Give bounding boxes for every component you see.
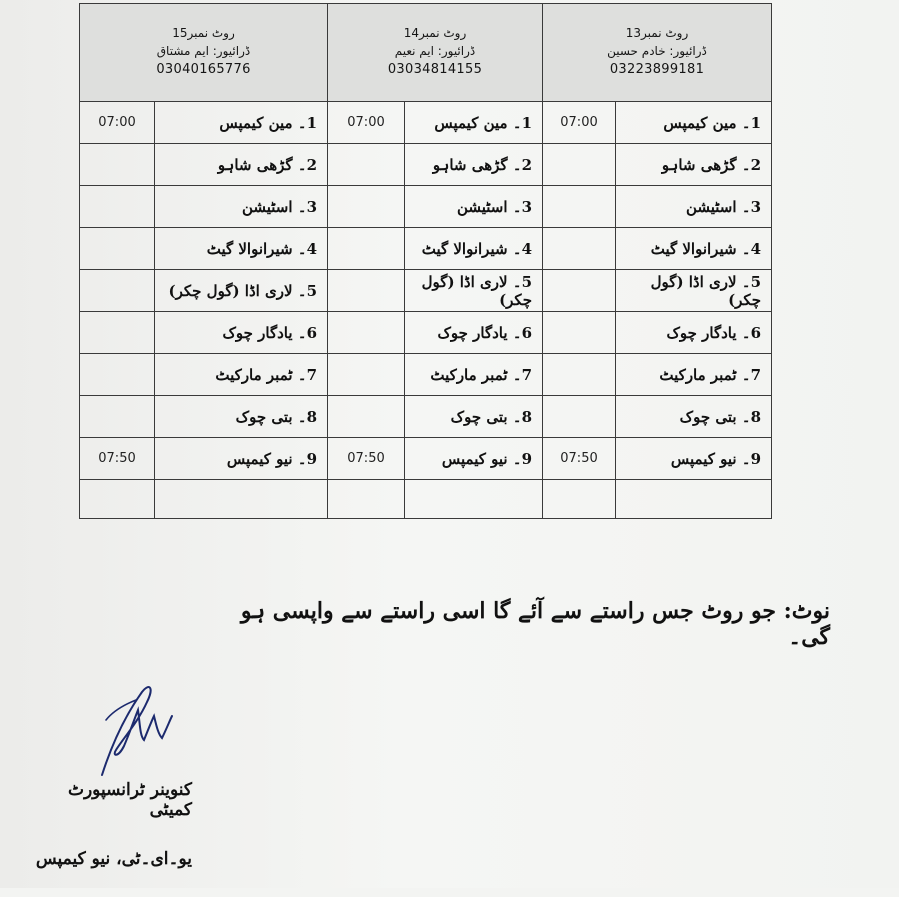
signatory-block [22, 780, 192, 897]
driver-name: ڈرائیور: خادم حسین [607, 44, 707, 59]
time-cell [328, 228, 405, 270]
signature-icon [92, 680, 192, 785]
stop-cell: 5۔ لاری اڈا (گول چکر) [405, 270, 543, 312]
signatory-institution: یو۔ای۔ٹی، نیو کیمپس [35, 849, 192, 869]
time-cell: 07:00 [543, 102, 616, 144]
stop-cell: 5۔ لاری اڈا (گول چکر) [616, 270, 772, 312]
stop-cell: 4۔ شیرانوالا گیٹ [616, 228, 772, 270]
stop-row [80, 228, 772, 270]
route-14-header [328, 4, 543, 102]
stop-row [80, 396, 772, 438]
time-cell [328, 480, 405, 519]
stop-cell [155, 480, 328, 519]
stop-cell: 1۔ مین کیمپس [155, 102, 328, 144]
stop-cell: 7۔ ٹمبر مارکیٹ [405, 354, 543, 396]
return-route-note: نوٹ: جو روٹ جس راستے سے آئے گا اسی راستے سے واپسی ہو گی۔ [240, 598, 830, 650]
stop-cell: 7۔ ٹمبر مارکیٹ [616, 354, 772, 396]
time-cell [80, 396, 155, 438]
route-title: روٹ نمبر13 [625, 26, 689, 41]
stop-cell: 6۔ یادگار چوک [616, 312, 772, 354]
stop-cell: 8۔ بتی چوک [155, 396, 328, 438]
stop-cell: 8۔ بتی چوک [405, 396, 543, 438]
time-cell [80, 480, 155, 519]
route-15-header [80, 4, 328, 102]
stop-cell: 7۔ ٹمبر مارکیٹ [155, 354, 328, 396]
driver-name: ڈرائیور: ایم نعیم [394, 44, 476, 59]
stop-row [80, 354, 772, 396]
stop-cell: 2۔ گڑھی شاہو [616, 144, 772, 186]
time-cell [80, 228, 155, 270]
stop-cell [405, 480, 543, 519]
stop-cell: 9۔ نیو کیمپس [405, 438, 543, 480]
time-cell [543, 270, 616, 312]
time-cell: 07:00 [80, 102, 155, 144]
stop-cell: 1۔ مین کیمپس [405, 102, 543, 144]
stop-cell: 4۔ شیرانوالا گیٹ [405, 228, 543, 270]
time-cell: 07:50 [328, 438, 405, 480]
header-row [80, 4, 772, 102]
time-cell [328, 396, 405, 438]
driver-phone: 03040165776 [156, 62, 251, 78]
time-cell [543, 312, 616, 354]
stop-cell: 5۔ لاری اڈا (گول چکر) [155, 270, 328, 312]
time-cell [543, 144, 616, 186]
driver-phone: 03034814155 [387, 62, 483, 78]
stop-row [80, 144, 772, 186]
stop-row [80, 312, 772, 354]
time-cell [80, 312, 155, 354]
time-cell [328, 312, 405, 354]
time-cell [543, 396, 616, 438]
time-cell: 07:50 [80, 438, 155, 480]
time-cell [80, 270, 155, 312]
stop-row [80, 102, 772, 144]
stop-row [80, 186, 772, 228]
time-cell: 07:50 [543, 438, 616, 480]
stop-cell: 6۔ یادگار چوک [155, 312, 328, 354]
stop-row [80, 270, 772, 312]
stop-cell: 8۔ بتی چوک [616, 396, 772, 438]
driver-name: ڈرائیور: ایم مشتاق [156, 44, 251, 59]
stop-cell: 3۔ اسٹیشن [155, 186, 328, 228]
stop-cell: 1۔ مین کیمپس [616, 102, 772, 144]
stop-cell: 4۔ شیرانوالا گیٹ [155, 228, 328, 270]
stop-cell: 3۔ اسٹیشن [405, 186, 543, 228]
time-cell [543, 186, 616, 228]
route-title: روٹ نمبر14 [403, 26, 467, 41]
time-cell [543, 354, 616, 396]
stop-cell: 9۔ نیو کیمپس [616, 438, 772, 480]
time-cell [80, 144, 155, 186]
time-cell [80, 186, 155, 228]
route-13-header [543, 4, 772, 102]
route-schedule-table [79, 3, 772, 519]
stop-cell: 2۔ گڑھی شاہو [155, 144, 328, 186]
time-cell [328, 186, 405, 228]
stop-cell [616, 480, 772, 519]
stop-row [80, 438, 772, 480]
time-cell [328, 270, 405, 312]
time-cell [543, 228, 616, 270]
time-cell [328, 354, 405, 396]
driver-phone: 03223899181 [609, 62, 705, 78]
signatory-title: کنوینر ٹرانسپورٹ کمیٹی [67, 780, 192, 820]
time-cell [328, 144, 405, 186]
stop-cell: 2۔ گڑھی شاہو [405, 144, 543, 186]
stop-cell: 6۔ یادگار چوک [405, 312, 543, 354]
time-cell [80, 354, 155, 396]
time-cell: 07:00 [328, 102, 405, 144]
route-title: روٹ نمبر15 [172, 26, 235, 41]
stop-cell: 9۔ نیو کیمپس [155, 438, 328, 480]
empty-row [80, 480, 772, 519]
time-cell [543, 480, 616, 519]
stop-cell: 3۔ اسٹیشن [616, 186, 772, 228]
